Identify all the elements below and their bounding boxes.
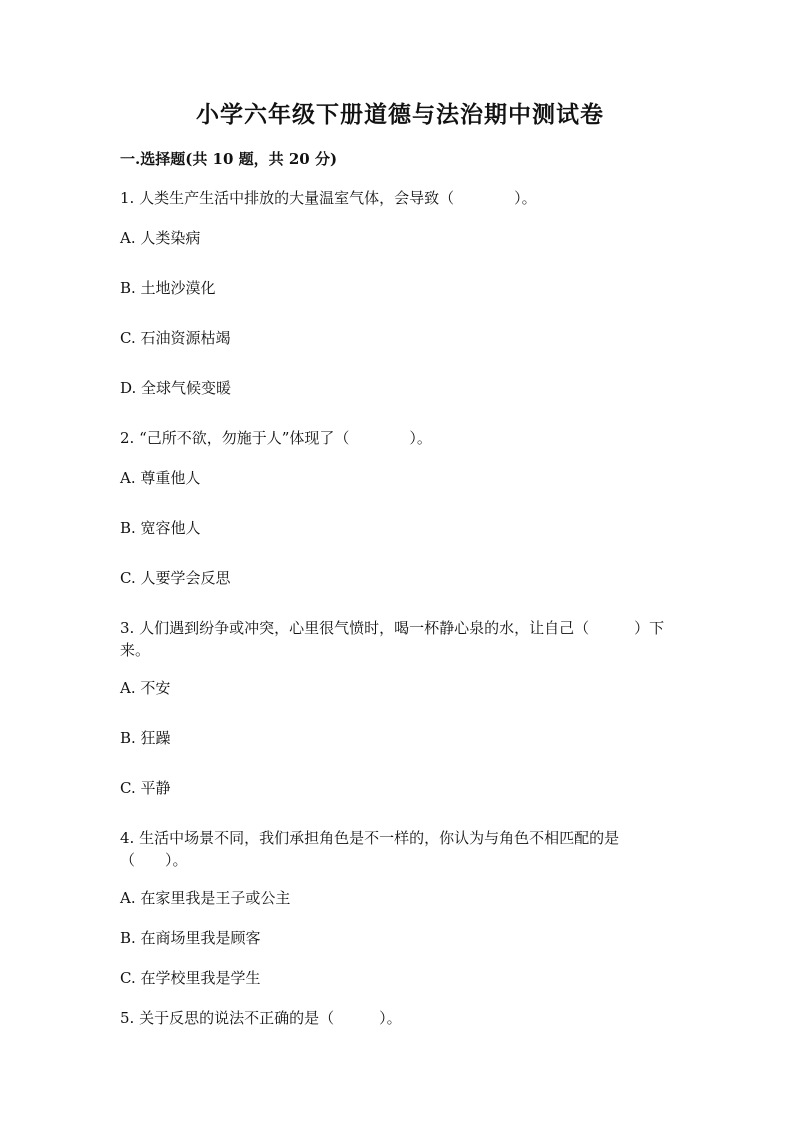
question-2-option-b: B. 宽容他人 — [120, 519, 201, 537]
question-3-option-c: C. 平静 — [120, 779, 171, 797]
question-4-option-b: B. 在商场里我是顾客 — [120, 929, 261, 947]
question-2-option-c: C. 人要学会反思 — [120, 569, 231, 587]
question-3-stem: 3. 人们遇到纷争或冲突，心里很气愤时，喝一杯静心泉的水，让自己（ ）下来。 — [120, 619, 665, 659]
question-4-option-c: C. 在学校里我是学生 — [120, 969, 261, 987]
question-5-stem: 5. 关于反思的说法不正确的是（ ）。 — [120, 1009, 402, 1027]
page-title: 小学六年级下册道德与法治期中测试卷 — [196, 101, 604, 128]
section-heading: 一.选择题(共 10 题，共 20 分) — [120, 150, 338, 168]
question-1-stem: 1. 人类生产生活中排放的大量温室气体，会导致（ ）。 — [120, 189, 537, 207]
question-4-stem: 4. 生活中场景不同，我们承担角色是不一样的，你认为与角色不相匹配的是（ ）。 — [120, 829, 620, 869]
question-4-option-a: A. 在家里我是王子或公主 — [120, 889, 291, 907]
question-3-option-b: B. 狂躁 — [120, 729, 171, 747]
question-1-option-b: B. 土地沙漠化 — [120, 279, 216, 297]
question-2-option-a: A. 尊重他人 — [120, 469, 201, 487]
question-3-option-a: A. 不安 — [120, 679, 171, 697]
question-2-stem: 2. “己所不欲，勿施于人”体现了（ ）。 — [120, 429, 432, 447]
question-1-option-d: D. 全球气候变暖 — [120, 379, 232, 397]
question-1-option-c: C. 石油资源枯竭 — [120, 329, 231, 347]
question-1-option-a: A. 人类染病 — [120, 229, 201, 247]
